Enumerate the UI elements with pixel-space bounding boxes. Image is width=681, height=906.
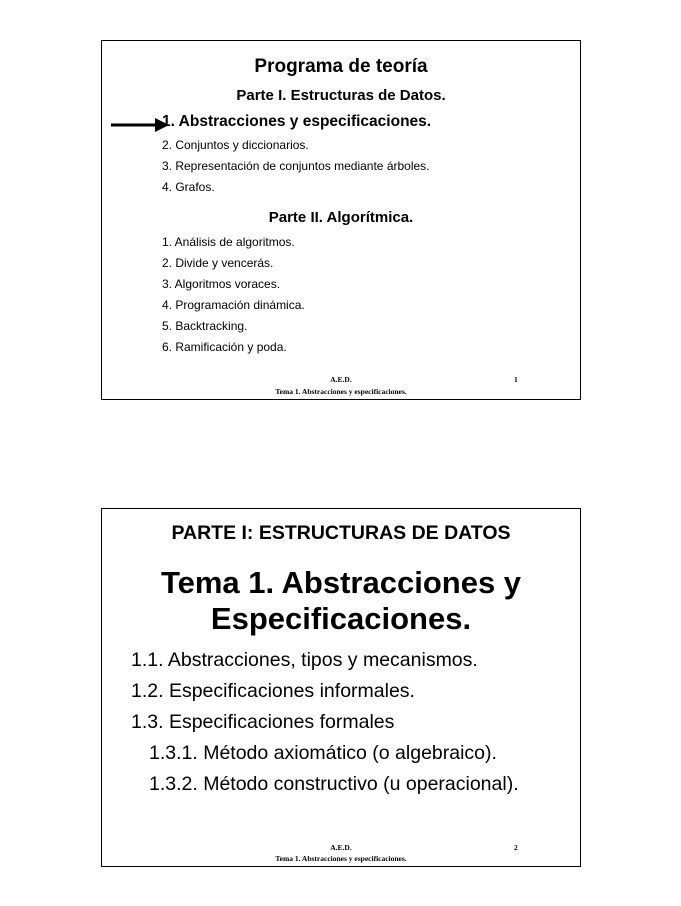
slide-1 bbox=[101, 40, 581, 400]
slide1-title: Programa de teoría bbox=[254, 56, 428, 77]
footer-course: A.E.D. bbox=[330, 843, 352, 852]
page-number: 2 bbox=[514, 843, 518, 852]
footer-topic: Tema 1. Abstracciones y especificaciones. bbox=[275, 854, 407, 863]
edit-marker: . bbox=[394, 721, 397, 730]
part2-item: 1. Análisis de algoritmos. bbox=[162, 235, 295, 249]
part2-item: 4. Programación dinámica. bbox=[162, 298, 305, 312]
slide2-title: Tema 1. Abstracciones y Especificaciones. bbox=[160, 565, 522, 636]
topic-item: 1.2. Especificaciones informales. bbox=[131, 680, 415, 702]
subtopic-item: 1.3.2. Método constructivo (u operacional). bbox=[149, 773, 519, 795]
arrow-right-icon bbox=[111, 118, 169, 132]
topic-item-label: 1.3. Especificaciones formales bbox=[131, 711, 395, 733]
topic-item bbox=[131, 711, 397, 734]
part1-heading: Parte I. Estructuras de Datos. bbox=[236, 87, 446, 104]
slide-2 bbox=[101, 508, 581, 867]
footer-topic: Tema 1. Abstracciones y especificaciones. bbox=[275, 387, 407, 396]
part1-item: 2. Conjuntos y diccionarios. bbox=[162, 138, 309, 152]
part2-item: 6. Ramificación y poda. bbox=[162, 340, 287, 354]
part1-item-current: 1. Abstracciones y especificaciones. bbox=[162, 113, 432, 130]
footer-course: A.E.D. bbox=[330, 375, 352, 384]
part1-item: 3. Representación de conjuntos mediante árboles. bbox=[162, 159, 430, 173]
part-heading: PARTE I: ESTRUCTURAS DE DATOS bbox=[171, 522, 511, 544]
part2-heading: Parte II. Algorítmica. bbox=[268, 209, 414, 226]
part2-item: 2. Divide y vencerás. bbox=[162, 256, 274, 270]
subtopic-item: 1.3.1. Método axiomático (o algebraico). bbox=[149, 742, 497, 764]
page-number: 1 bbox=[514, 375, 518, 384]
topic-item: 1.1. Abstracciones, tipos y mecanismos. bbox=[131, 649, 478, 671]
part1-item: 4. Grafos. bbox=[162, 180, 215, 194]
part2-item: 3. Algoritmos voraces. bbox=[162, 277, 281, 291]
part2-item: 5. Backtracking. bbox=[162, 319, 248, 333]
